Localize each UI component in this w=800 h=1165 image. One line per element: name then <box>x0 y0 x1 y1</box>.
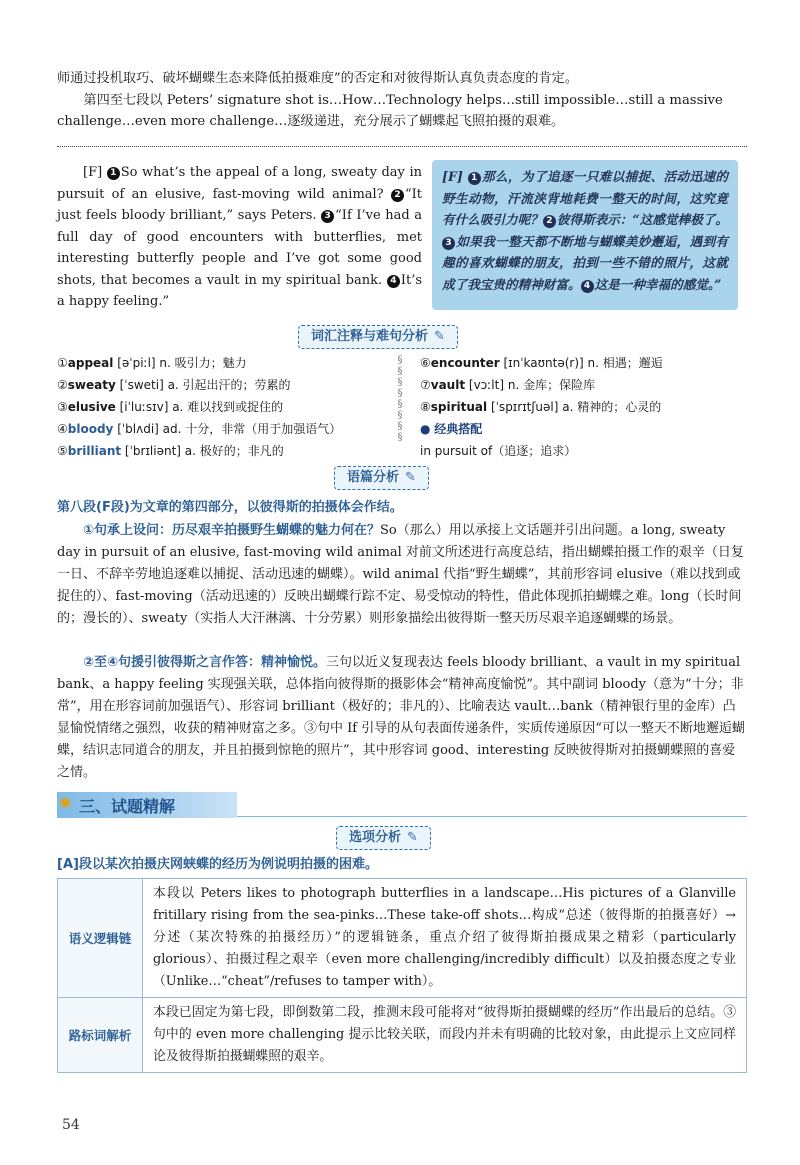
fixed-title: 经典搭配 <box>434 422 483 436</box>
vocab-word: bloody <box>67 422 114 436</box>
section-underline <box>237 816 747 817</box>
eng-sentence-3: “If I’ve had a full day of good encounters with butterflies, met interesting butterfly people and I’ve got some good shots, that becomes a vault in my spiritual bank. <box>57 208 422 288</box>
discourse-paragraph-1 <box>57 520 747 630</box>
intro-line-1: 师通过投机取巧、破坏蝴蝶生态来降低拍摄难度”的否定和对彼得斯认真负责态度的肯定。 <box>57 71 579 86</box>
analysis-table <box>57 878 747 1073</box>
passage-translation-box <box>432 160 738 310</box>
vocab-num: ⑥ <box>420 356 431 370</box>
eng-sentence-2: “It just feels bloody brilliant,” says Peters. <box>57 186 422 223</box>
pen-icon: ✎ <box>407 830 418 845</box>
options-banner <box>336 826 431 850</box>
option-a-heading: [A]段以某次拍摄庆网蛱蝶的经历为例说明拍摄的困难。 <box>57 857 378 872</box>
vocab-def: [iˈluːsɪv] a. 难以找到或捉住的 <box>115 400 284 414</box>
vocab-num: ④ <box>57 422 68 436</box>
row-label: 语义逻辑链 <box>58 879 143 998</box>
eng-sentence-1: So what’s the appeal of a long, sweaty day in pursuit of an elusive, fast-moving wild animal? <box>57 165 422 202</box>
vocab-num: ② <box>57 378 68 392</box>
sentence-number-2: 2 <box>391 189 404 202</box>
discourse-p2-body: 三句以近义复现表达 feels bloody brilliant、a vault in my spiritual bank、a happy feeling 实现强关联，总体指向彼得斯的摄影体会“精神高度愉悦”。其中副词 bloody（意为“十分；非常”，用在形容词前加强语气）、形容词 brilliant（极好的；非凡的）、比喻表达 vault…bank（精神银行里的金库）凸显愉悦情绪之强烈，收获的精神财富之多。③句中 If 引导的从句表面传递条件，实质传递原因“可以一整天不断地邂逅蝴蝶，结识志同道合的朋友，并且拍摄到惊艳的照片”，其中形容词 good、interesting 反映彼得斯对拍摄蝴蝶照的喜爱之情。 <box>57 655 745 780</box>
vocab-word: spiritual <box>430 400 488 414</box>
table-row <box>58 998 747 1073</box>
cn-number-3: 3 <box>442 237 455 250</box>
cn-number-1: 1 <box>468 172 481 185</box>
vocab-num: ③ <box>57 400 68 414</box>
vocab-item <box>57 440 387 462</box>
passage-label: [F] <box>83 165 103 180</box>
vocab-num: ① <box>57 356 68 370</box>
vocab-item <box>420 352 750 374</box>
intro-line-2: 第四至七段以 Peters’ signature shot is…How…Technology helps…still impossible…still a massive challenge…even more challenge…逐级递进，充分展示了蝴蝶起飞照拍摄的艰难。 <box>57 93 723 129</box>
section-title: 三、试题精解 <box>79 797 176 816</box>
discourse-banner-title: 语篇分析 <box>347 470 400 485</box>
pen-icon: ✎ <box>405 470 416 485</box>
discourse-paragraph-2 <box>57 652 747 784</box>
row-text: 本段已固定为第七段，即倒数第二段，推测末段可能将对“彼得斯拍摄蝴蝶的经历”作出最后的总结。③句中的 even more challenging 提示比较关联，而段内并未有明确的比较对象，由此提示上文应同样论及彼得斯拍摄蝴蝶照的艰辛。 <box>143 998 747 1073</box>
vocab-word: vault <box>430 378 466 392</box>
discourse-banner <box>334 466 429 490</box>
page-number: 54 <box>62 1117 80 1133</box>
cn-number-2: 2 <box>543 215 556 228</box>
table-row <box>58 879 747 998</box>
vocab-def: [əˈpiːl] n. 吸引力；魅力 <box>113 356 247 370</box>
vocab-def: [ɪnˈkaʊntə(r)] n. 相遇；邂逅 <box>499 356 663 370</box>
vocab-num: ⑤ <box>57 444 68 458</box>
vocab-banner <box>298 325 458 349</box>
vocab-def: [ˈbrɪliənt] a. 极好的；非凡的 <box>121 444 284 458</box>
vocab-def: [ˈsweti] a. 引起出汗的；劳累的 <box>115 378 291 392</box>
vocab-item <box>420 396 750 418</box>
cn-sentence-2: 彼得斯表示：“这感觉棒极了。 <box>556 212 729 227</box>
vocab-banner-title: 词汇注释与难句分析 <box>311 329 429 344</box>
cn-sentence-3: 如果我一整天都不断地与蝴蝶美妙邂逅，遇到有趣的喜欢蝴蝶的朋友，拍到一些不错的照片，这就成了我宝贵的精神财富。 <box>442 233 728 292</box>
vocab-word: appeal <box>67 356 114 370</box>
sentence-number-3: 3 <box>321 210 334 223</box>
passage-english <box>57 162 422 313</box>
row-text: 本段以 Peters likes to photograph butterflies in a landscape…His pictures of a Glanville fritillary rising from the sea-pinks…These take-off shots…构成“总述（彼得斯的拍摄喜好）→分述（某次特殊的拍摄经历）”的逻辑链条，重点介绍了彼得斯拍摄成果之精彩（particularly glorious）、拍摄过程之艰辛（even more challenging/incredibly difficult）以及拍摄态度之专业（Unlike…“cheat”/refuses to tamper with）。 <box>143 879 747 998</box>
vocab-item <box>57 396 387 418</box>
pen-icon: ✎ <box>434 329 445 344</box>
vocab-word: elusive <box>67 400 116 414</box>
vocab-num: ⑧ <box>420 400 431 414</box>
bullet-icon: ● <box>420 422 435 436</box>
cn-sentence-1: 那么，为了追逐一只难以捕捉、活动迅速的野生动物，汗流浃背地耗费一整天的时间，这究竟有什么吸引力呢？ <box>442 169 729 227</box>
dotted-divider <box>57 146 747 147</box>
eng-sentence-4: It’s a happy feeling.” <box>57 272 422 309</box>
vocab-def: [ˈblʌdi] ad. 十分，非常（用于加强语气） <box>113 422 342 436</box>
vocab-word: brilliant <box>67 444 122 458</box>
vocab-item <box>57 418 387 440</box>
fixed-collocation-item: in pursuit of（追逐；追求） <box>420 444 577 458</box>
lightbulb-icon: ✺ <box>59 794 72 812</box>
discourse-p1-body: So（那么）用以承接上文话题并引出问题。a long, sweaty day in pursuit of an elusive, fast-moving wild animal 对前文所述进行高度总结，指出蝴蝶拍摄工作的艰辛（日复一日、不辞辛劳地追逐难以捕捉、活动迅速的蝴蝶）。wild animal 代指“野生蝴蝶”，其前形容词 elusive（难以找到或捉住的）、fast-moving（活动迅速的）反映出蝴蝶行踪不定、易受惊动的特性，借此体现抓拍蝴蝶之难。long（长时间的；漫长的）、sweaty（实指人大汗淋漓、十分劳累）则形象描绘出彼得斯一整天历尽艰辛追逐蝴蝶的场景。 <box>57 523 744 626</box>
vocab-item <box>57 352 387 374</box>
cn-number-4: 4 <box>581 280 594 293</box>
translation-label: [F] <box>442 169 463 184</box>
vocab-list-left <box>57 352 387 462</box>
section-header <box>57 790 747 820</box>
discourse-p2-lead: ②至④句援引彼得斯之言作答：精神愉悦。 <box>83 655 327 670</box>
cn-sentence-4: 这是一种幸福的感觉。” <box>594 276 722 292</box>
vocab-num: ⑦ <box>420 378 431 392</box>
row-label: 路标词解析 <box>58 998 143 1073</box>
fixed-collocation-title <box>420 418 750 440</box>
vocab-list-right <box>420 352 750 462</box>
sentence-number-1: 1 <box>107 167 120 180</box>
options-banner-title: 选项分析 <box>349 830 402 845</box>
vocab-word: sweaty <box>67 378 116 392</box>
vocab-item <box>57 374 387 396</box>
vocab-def: [vɔːlt] n. 金库；保险库 <box>465 378 596 392</box>
discourse-lead: 第八段(F段)为文章的第四部分，以彼得斯的拍摄体会作结。 <box>57 500 403 515</box>
discourse-p1-lead: ①句承上设问：历尽艰辛拍摄野生蝴蝶的魅力何在？ <box>83 523 381 538</box>
vocab-divider: § § § § § § § § <box>397 355 403 443</box>
sentence-number-4: 4 <box>387 275 400 288</box>
vocab-def: [ˈspɪrɪtʃuəl] a. 精神的；心灵的 <box>487 400 662 414</box>
vocab-item <box>420 374 750 396</box>
vocab-word: encounter <box>430 356 500 370</box>
